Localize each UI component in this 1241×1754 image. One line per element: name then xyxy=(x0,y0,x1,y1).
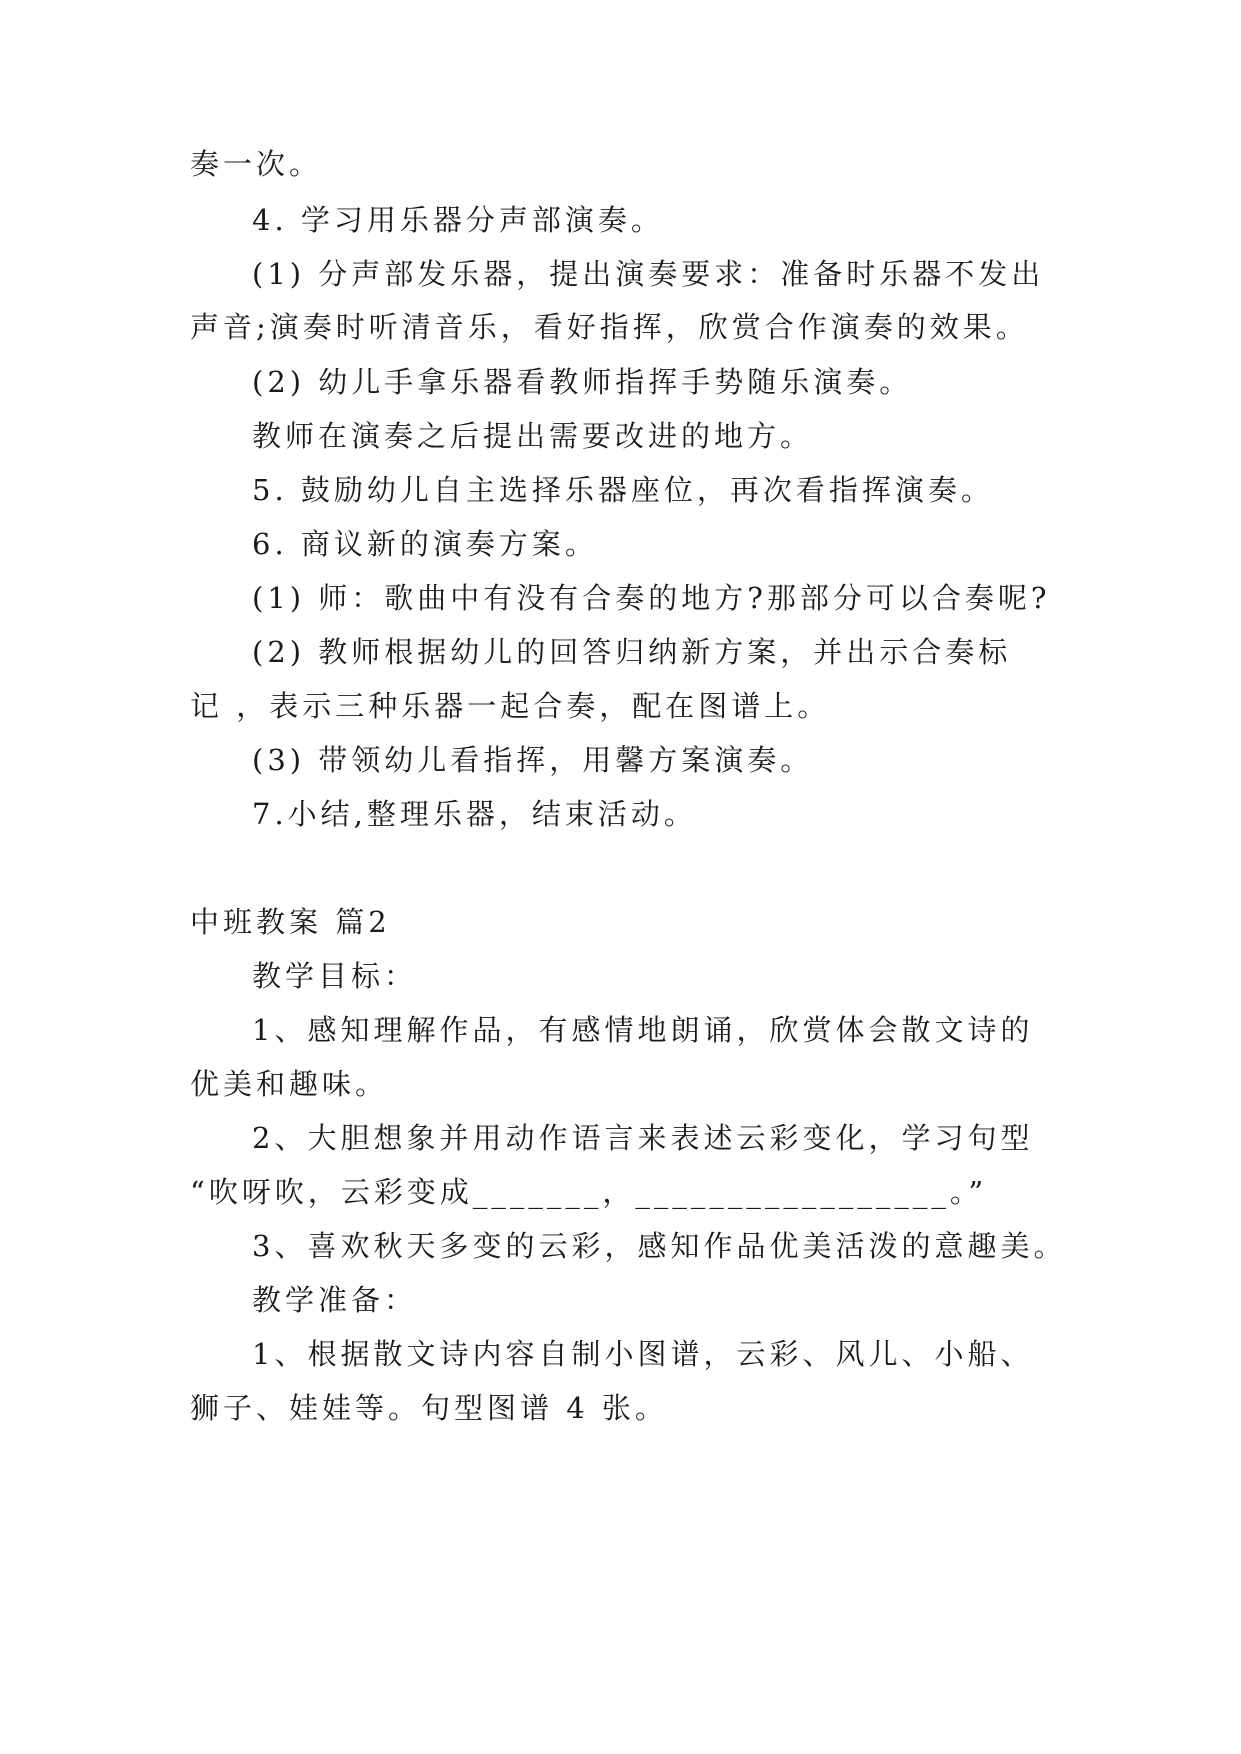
text-line: (1) 师：歌曲中有没有合奏的地方?那部分可以合奏呢? xyxy=(252,581,1051,615)
text-line: 奏一次。 xyxy=(190,147,323,181)
section-title: 中班教案 篇2 xyxy=(190,905,391,939)
text-line: (1) 分声部发乐器，提出演奏要求：准备时乐器不发出 xyxy=(252,257,1045,291)
text-line: 优美和趣味。 xyxy=(190,1067,389,1101)
subheading: 教学目标： xyxy=(252,959,418,993)
text-line: 教师在演奏之后提出需要改进的地方。 xyxy=(252,419,814,453)
text-line: “吹呀吹，云彩变成_______，_________________。” xyxy=(190,1175,988,1209)
text-line: 3、喜欢秋天多变的云彩，感知作品优美活泼的意趣美。 xyxy=(252,1229,1067,1263)
text-line: (3) 带领幼儿看指挥，用馨方案演奏。 xyxy=(252,743,814,777)
text-line: (2) 教师根据幼儿的回答归纳新方案，并出示合奏标 xyxy=(252,635,1012,669)
step-heading: 4. 学习用乐器分声部演奏。 xyxy=(252,203,664,237)
text-line: 1、感知理解作品，有感情地朗诵，欣赏体会散文诗的 xyxy=(252,1013,1034,1047)
text-line: 记 ，表示三种乐器一起合奏，配在图谱上。 xyxy=(190,689,831,723)
step-heading: 5. 鼓励幼儿自主选择乐器座位，再次看指挥演奏。 xyxy=(252,473,994,507)
text-line: 2、大胆想象并用动作语言来表述云彩变化，学习句型 xyxy=(252,1121,1034,1155)
subheading: 教学准备： xyxy=(252,1283,418,1317)
text-line: 声音;演奏时听清音乐，看好指挥，欣赏合作演奏的效果。 xyxy=(190,310,1029,344)
step-heading: 7.小结,整理乐器，结束活动。 xyxy=(252,797,697,831)
step-heading: 6. 商议新的演奏方案。 xyxy=(252,527,598,561)
text-line: (2) 幼儿手拿乐器看教师指挥手势随乐演奏。 xyxy=(252,365,913,399)
text-line: 1、根据散文诗内容自制小图谱，云彩、风儿、小船、 xyxy=(252,1337,1034,1371)
text-line: 狮子、娃娃等。句型图谱 4 张。 xyxy=(190,1391,668,1425)
